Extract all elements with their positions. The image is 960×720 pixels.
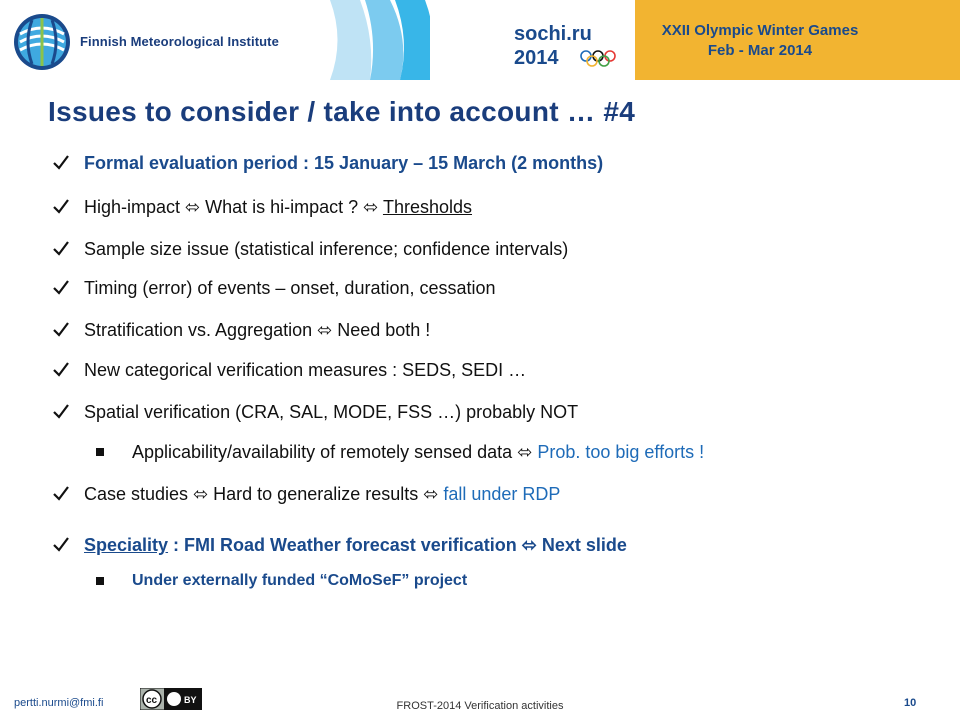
event-dates: Feb - Mar 2014 <box>707 42 813 59</box>
fmi-logo-icon <box>12 12 72 72</box>
double-arrow-icon: ⬄ <box>363 197 379 217</box>
double-arrow-icon: ⬄ <box>423 484 439 504</box>
sub-bullet-text: Under externally funded “CoMoSeF” project <box>132 572 468 589</box>
checkmark-icon <box>52 360 70 378</box>
sochi-year: 2014 <box>514 47 559 69</box>
bullet-text: Spatial verification (CRA, SAL, MODE, FSS …) probably NOT <box>84 402 579 422</box>
event-title: XXII Olympic Winter Games <box>661 22 859 39</box>
square-bullet-icon <box>96 577 104 585</box>
checkmark-icon <box>52 197 70 215</box>
org-name: Finnish Meteorological Institute <box>80 34 279 49</box>
double-arrow-icon: ⬄ <box>185 197 201 217</box>
event-banner <box>635 0 960 80</box>
cc-text: cc <box>146 695 158 706</box>
page-number: 10 <box>904 697 917 709</box>
sochi-text: sochi.ru <box>514 23 592 45</box>
bullet-text: Speciality : FMI Road Weather forecast verification ⬄ Next slide <box>84 535 627 555</box>
bullet-text: Stratification vs. Aggregation ⬄ Need both ! <box>84 320 431 340</box>
bullet-text: Sample size issue (statistical inference; confidence intervals) <box>84 239 569 259</box>
checkmark-icon <box>52 484 70 502</box>
bullet-text: High-impact ⬄ What is hi-impact ? ⬄ Thresholds <box>84 197 472 217</box>
sub-bullet-text: Applicability/availability of remotely sensed data ⬄ Prob. too big efforts ! <box>132 442 705 462</box>
bullet-text: New categorical verification measures : SEDS, SEDI … <box>84 360 527 380</box>
double-arrow-icon: ⬄ <box>517 442 533 462</box>
author-email[interactable]: pertti.nurmi@fmi.fi <box>14 697 104 709</box>
checkmark-icon <box>52 153 70 171</box>
footer-title: FROST-2014 Verification activities <box>396 700 564 712</box>
checkmark-icon <box>52 278 70 296</box>
checkmark-icon <box>52 535 70 553</box>
checkmark-icon <box>52 320 70 338</box>
double-arrow-icon: ⬄ <box>521 535 537 555</box>
bullet-text: Case studies ⬄ Hard to generalize results ⬄ fall under RDP <box>84 484 561 504</box>
slide-title: Issues to consider / take into account … #4 <box>48 96 636 127</box>
double-arrow-icon: ⬄ <box>317 320 333 340</box>
bullet-text: Timing (error) of events – onset, duration, cessation <box>84 278 496 298</box>
speciality-link[interactable]: Speciality <box>84 535 169 555</box>
cc-by-text: BY <box>184 695 197 705</box>
slide-header <box>0 0 960 80</box>
thresholds-link[interactable]: Thresholds <box>382 197 472 217</box>
checkmark-icon <box>52 239 70 257</box>
double-arrow-icon: ⬄ <box>193 484 209 504</box>
bullet-text: Formal evaluation period : 15 January – 15 March (2 months) <box>84 153 604 173</box>
checkmark-icon <box>52 402 70 420</box>
square-bullet-icon <box>96 448 104 456</box>
sochi-2014-logo-icon <box>512 18 642 70</box>
